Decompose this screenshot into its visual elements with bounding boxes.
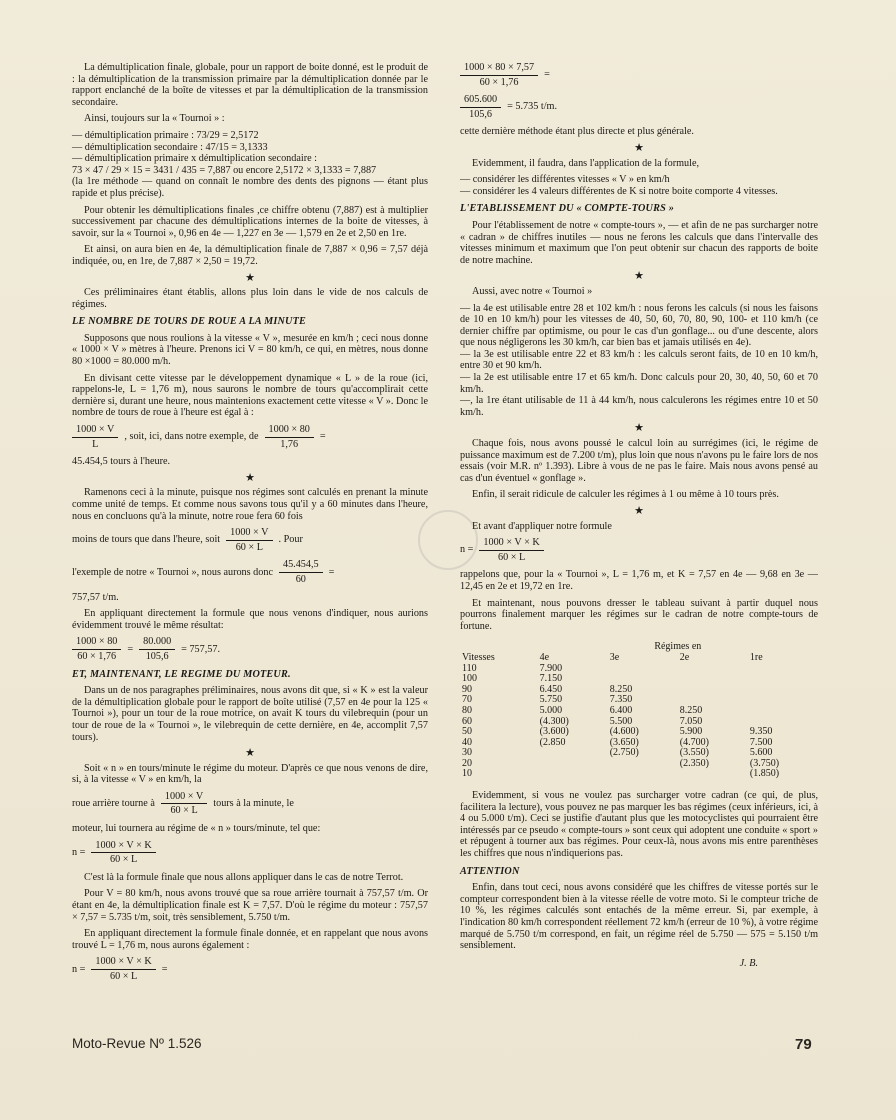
- regime-2e-cell: 8.250: [679, 704, 703, 716]
- regime-2e-cell: [678, 769, 748, 780]
- author-signature: J. B.: [739, 957, 758, 969]
- vitesse-cell: 60: [462, 715, 472, 727]
- fraction: $\frac{1000 \times 80 \times 7,57}{60 \times 1,76}$: [460, 62, 538, 88]
- paragraph: En divisant cette vitesse par le développement dynamique « L » de la roue (ici, rappelons-le, L = 1,76 m), nous saurons le nombre de tours qu'accomplirait cette dernière si, durant une heure, nous maintenions exactement cette vitesse « V ». Donc le nombre de tours de roue à l'heure est égal à :: [72, 372, 428, 419]
- table-header: Vitesses: [462, 651, 495, 663]
- regime-4e-cell: 7.150: [539, 673, 563, 685]
- paragraph: Dans un de nos paragraphes préliminaires, nous avons dit que, si « K » est la valeur de la démultiplication globale pour le rapport de boîte utilisé (7,57 en 4e pour la 125 « Tournoi »), pour un tour de la roue motrice, on avait K tours du vilebrequin (pour un tour de roue de la « Tournoi », le vilebrequin de cette dernière, en 4e, accomplit 7,57 tours).: [72, 685, 428, 743]
- paragraph: cette dernière méthode étant plus directe et plus générale.: [460, 126, 694, 138]
- paragraph: Et maintenant, nous pouvons dresser le tableau suivant à partir duquel nous pourrons finalement marquer les régimes sur le cadran de notre compte-tours de fortune.: [460, 597, 818, 632]
- table-row: [460, 769, 818, 780]
- regime-1re-cell: [748, 695, 818, 706]
- paragraph: Supposons que nous roulions à la vitesse « V », mesurée en km/h ; ceci nous donne « 1000 × V » mètres à l'heure. Prenons ici V = 80 km/h, ce qui, en mètres, nous donne 80 ×1000 = 80.000 m/h.: [72, 332, 428, 368]
- table-header: Régimes en: [654, 641, 702, 653]
- fraction: $\frac{1000 \times V}{60 \times L}$: [226, 527, 272, 553]
- fraction: $\frac{1000 \times 80}{60 \times 1,76}$: [72, 636, 121, 662]
- formula: $\frac{1000 \times 80 \times 7,57}{60 \times 1,76}$ =: [460, 62, 818, 88]
- paragraph: En appliquant directement la formule finale donnée, et en rappelant que nous avons trouvé L = 1,76 m, nous aurons également :: [72, 928, 428, 951]
- formula: n = $\frac{1000 \times V \times K}{60 \times L}$ =: [72, 956, 168, 982]
- list-item: — la 2e est utilisable entre 17 et 65 km/h. Donc calculs pour 20, 30, 40, 50, 60 et 70 km/h.: [460, 372, 818, 395]
- regime-2e-cell: [678, 674, 748, 685]
- paragraph: Enfin, dans tout ceci, nous avons considéré que les chiffres de vitesse portés sur le compteur correspondent bien à la vitesse réelle de votre moto. Si le compteur triche de 10 %, les régimes calculés sont entachés de la même erreur. Si, par exemple, à l'indication 80 km/h correspondent réellement 72 km/h (erreur de 10 %), à votre régime marqué de 5.750 t/m correspond, en fait, un régime réel de 5.750 — 575 = 5.150 t/m sensiblement.: [460, 882, 818, 952]
- list-item: — démultiplication secondaire : 47/15 = 3,1333: [72, 141, 268, 153]
- regime-1re-cell: [748, 706, 818, 717]
- gear-usage-list: [460, 303, 818, 419]
- star-icon: ★: [634, 505, 644, 517]
- fraction: $\frac{1000 \times V}{L}$: [72, 424, 118, 450]
- regime-2e-cell: (4.700): [679, 736, 709, 748]
- masthead: Moto-Revue Nº 1.526: [72, 1036, 202, 1051]
- regime-4e-cell: 5.000: [539, 704, 563, 716]
- star-icon: ★: [245, 471, 255, 484]
- vitesse-cell: 20: [462, 757, 472, 769]
- regime-1re-cell: 9.350: [749, 726, 773, 738]
- section-heading: LE NOMBRE DE TOURS DE ROUE A LA MINUTE: [72, 316, 307, 328]
- list-item: (la 1re méthode — quand on connaît le nombre des dents des pignons — étant plus rapide et plus précise).: [72, 176, 428, 199]
- star-icon: ★: [245, 271, 255, 284]
- regime-4e-cell: [538, 748, 608, 759]
- vitesse-cell: 80: [462, 704, 472, 716]
- regime-1re-cell: (3.750): [749, 757, 780, 769]
- regime-4e-cell: (2.850: [539, 736, 566, 748]
- paragraph: Soit « n » en tours/minute le régime du moteur. D'après ce que nous venons de dire, si, à la vitesse « V » en km/h, la: [72, 762, 428, 786]
- formula: moins de tours que dans l'heure, soit $\frac{1000 \times V}{60 \times L}$ . Pour: [72, 527, 303, 553]
- list-item: — démultiplication primaire : 73/29 = 2,5172: [72, 129, 259, 141]
- paragraph: Enfin, il serait ridicule de calculer les régimes à 1 ou même à 10 tours près.: [472, 489, 779, 501]
- regime-1re-cell: [748, 685, 818, 696]
- regime-3e-cell: [608, 664, 678, 675]
- table-row: [460, 664, 818, 675]
- table-row: [460, 674, 818, 685]
- table-header: 2e: [679, 651, 690, 663]
- list-item: — considérer les différentes vitesses « V » en km/h: [460, 174, 670, 186]
- list-item: — démultiplication primaire x démultiplication secondaire :: [72, 153, 317, 165]
- vitesse-cell: 10: [462, 768, 472, 780]
- star-icon: ★: [634, 141, 644, 154]
- regime-3e-cell: [608, 759, 678, 770]
- page-number: 79: [795, 1036, 812, 1053]
- vitesse-cell: 90: [462, 683, 472, 695]
- right-column: [460, 62, 818, 969]
- ainsi-paragraph: Ainsi, toujours sur la « Tournoi » :: [84, 113, 225, 125]
- regime-3e-cell: 6.400: [609, 704, 633, 716]
- fraction: $\frac{1000 \times 80}{1,76}$: [265, 424, 314, 450]
- fraction: $\frac{605.600}{105,6}$: [460, 94, 501, 120]
- list-item: — la 4e est utilisable entre 28 et 102 km/h : nous ferons les calculs (si nous les faisons de 10 en 10 km/h) pour les vitesses de 40, 50, 60, 70, 80, 90, 100- et 110 km/h (ce dernier chiffre par optimisme, ou pour le cas d'un gonflage... ou d'une descente, alors que nous négligerons les 30 km/h, car bien bas et jamais utilisés en 4e).: [460, 302, 818, 349]
- vitesse-cell: 110: [462, 662, 477, 674]
- regime-3e-cell: (4.600): [609, 726, 639, 738]
- formula: l'exemple de notre « Tournoi », nous aurons donc $\frac{45.454,5}{60}$ =: [72, 559, 335, 585]
- paragraph: moteur, lui tournera au régime de « n » tours/minute, tel que:: [72, 823, 321, 835]
- paragraph: En appliquant directement la formule que nous venons d'indiquer, nous aurions évidemment trouvé le même résultat:: [72, 608, 428, 631]
- demultiplication-list: [72, 130, 428, 200]
- star-icon: ★: [245, 747, 255, 760]
- vitesse-cell: 50: [462, 726, 472, 738]
- regime-4e-cell: (3.600): [539, 726, 569, 738]
- regime-1re-cell: [748, 674, 818, 685]
- paragraph: C'est là la formule finale que nous allons appliquer dans le cas de notre Terrot.: [84, 871, 404, 883]
- paragraph: Ces préliminaires étant établis, allons plus loin dans le vide de nos calculs de régimes.: [72, 287, 428, 310]
- fraction: $\frac{1000 \times V}{60 \times L}$: [161, 791, 207, 817]
- vitesse-cell: 30: [462, 747, 472, 759]
- regime-4e-cell: 6.450: [539, 683, 563, 695]
- regime-1re-cell: 7.500: [749, 736, 773, 748]
- regime-3e-cell: [608, 769, 678, 780]
- regime-4e-cell: [538, 769, 608, 780]
- paragraph: rappelons que, pour la « Tournoi », L = 1,76 m, et K = 7,57 en 4e — 9,68 en 3e — 12,45 en 2e et 19,72 en 1re.: [460, 569, 818, 592]
- paragraph: Pour l'établissement de notre « compte-tours », — et afin de ne pas surcharger notre « cadran » de chiffres inutiles — nous ne ferons les calculs que dans l'intervalle des vitesses minimum et maximum que l'on peut obtenir sur chacun des rapports de boite de notre machine.: [460, 219, 818, 266]
- star-icon: ★: [634, 422, 644, 435]
- intro-paragraph: La démultiplication finale, globale, pour un rapport de boite donné, est le produit de : la démultiplication de la transmission primaire par la démultiplication donnée par le rapport enclanché de la boîte de vitesses et par la démultiplication de la transmission secondaire.: [72, 62, 428, 108]
- table-row: [460, 685, 818, 696]
- formula: roue arrière tourne à $\frac{1000 \times V}{60 \times L}$ tours à la minute, le: [72, 790, 294, 817]
- regime-2e-cell: [678, 685, 748, 696]
- fraction: $\frac{1000 \times V \times K}{60 \times L}$: [479, 537, 543, 563]
- regime-3e-cell: (2.750): [609, 747, 639, 759]
- regime-4e-cell: 7.900: [539, 662, 563, 674]
- table-row: [460, 706, 818, 717]
- regimes-table: [460, 642, 818, 780]
- vitesse-cell: 40: [462, 736, 472, 748]
- regime-4e-cell: [538, 759, 608, 770]
- fraction: $\frac{1000 \times V \times K}{60 \times L}$: [91, 840, 155, 866]
- paragraph: 757,57 t/m.: [72, 591, 119, 603]
- formula: $\frac{1000 \times 80}{60 \times 1,76}$ = $\frac{80.000}{105,6}$ = 757,57.: [72, 636, 428, 662]
- evidemment-list: [460, 174, 818, 197]
- formula: $\frac{1000 \times V}{L}$ , soit, ici, dans notre exemple, de $\frac{1000 \times 80}{1,76}$ =: [72, 424, 428, 450]
- table-header: 1re: [749, 651, 763, 663]
- regime-4e-cell: 5.750: [539, 694, 563, 706]
- regime-3e-cell: 8.250: [609, 683, 633, 695]
- paragraph: Et ainsi, on aura bien en 4e, la démultiplication finale de 7,887 × 0,96 = 7,57 déjà indiquée, ou, en 1re, de 7,887 × 2,50 = 19,72.: [72, 244, 428, 267]
- paragraph: Chaque fois, nous avons poussé le calcul loin au surrégimes (ici, le régime de puissance maximum est de 7.200 t/m), plus loin que nous n'avons pu le faire lors de nos essais (voir M.R. nº 1.393). Libre à vous de ne pas le faire. Mais nous avons pensé au cas d'un éventuel « gonflage ».: [460, 438, 818, 484]
- regime-1re-cell: [748, 664, 818, 675]
- section-heading: ET, MAINTENANT, LE REGIME DU MOTEUR.: [72, 668, 291, 680]
- fraction: $\frac{80.000}{105,6}$: [139, 636, 175, 662]
- formula: n = $\frac{1000 \times V \times K}{60 \times L}$: [460, 537, 818, 563]
- paragraph: Ramenons ceci à la minute, puisque nos régimes sont calculés en prenant la minute comme unité de temps. Et comme nous savons tous qu'il y a 60 minutes dans l'heure, nous en concluons qu'à la minute, notre roue fera 60 fois: [72, 487, 428, 522]
- paragraph: 45.454,5 tours à l'heure.: [72, 456, 171, 468]
- formula: $\frac{605.600}{105,6}$ = 5.735 t/m.: [460, 94, 818, 120]
- regime-2e-cell: 5.900: [679, 726, 703, 738]
- table-header: 4e: [539, 651, 550, 663]
- regime-2e-cell: 7.050: [679, 715, 703, 727]
- fraction: $\frac{1000 \times V \times K}{60 \times L}$: [91, 956, 155, 982]
- regime-4e-cell: (4.300): [539, 715, 569, 727]
- list-item: — la 3e est utilisable entre 22 et 83 km/h : les calculs seront faits, de 10 en 10 km/h, entre 30 et 90 km/h.: [460, 348, 818, 372]
- list-item: —, la 1re étant utilisable de 11 à 44 km/h, nous calculerons les régimes entre 10 et 50 km/h.: [460, 395, 818, 418]
- regime-3e-cell: 5.500: [609, 715, 633, 727]
- list-item: — considérer les 4 valeurs différentes de K si notre boite comporte 4 vitesses.: [460, 185, 778, 197]
- vitesse-cell: 70: [462, 694, 472, 706]
- star-icon: ★: [634, 270, 644, 283]
- list-item: 73 × 47 / 29 × 15 = 3431 / 435 = 7,887 ou encore 2,5172 × 3,1333 = 7,887: [72, 164, 377, 176]
- table-row: [460, 695, 818, 706]
- regime-3e-cell: 7.350: [609, 694, 633, 706]
- paragraph: Et avant d'appliquer notre formule: [472, 520, 612, 532]
- paragraph: Pour V = 80 km/h, nous avons trouvé que sa roue arrière tournait à 757,57 t/m. Or étant en 4e, la démultiplication finale est K = 7,57. D'où le régime du moteur : 757,57 × 7,57 = 5.735 t/m, soit, très sensiblement, 5.750 t/m.: [72, 888, 428, 923]
- fraction: $\frac{45.454,5}{60}$: [279, 559, 323, 585]
- formula: n = $\frac{1000 \times V \times K}{60 \times L}$: [72, 840, 428, 866]
- paragraph: Evidemment, il faudra, dans l'application de la formule,: [472, 157, 700, 169]
- section-heading: L'ETABLISSEMENT DU « COMPTE-TOURS »: [460, 203, 674, 215]
- regime-2e-cell: (2.350): [679, 757, 709, 769]
- section-heading: ATTENTION: [460, 865, 520, 877]
- vitesse-cell: 100: [462, 673, 477, 685]
- regime-1re-cell: (1.850): [749, 768, 780, 780]
- regime-2e-cell: [678, 664, 748, 675]
- paragraph: Pour obtenir les démultiplications finales ,ce chiffre obtenu (7,887) est à multiplier successivement par chacune des démultiplications internes de la boite de vitesses, à savoir, sur la « Tournoi », 0,96 en 4e — 1,227 en 3e — 1,579 en 2e et 2,50 en 1re.: [72, 204, 428, 239]
- regime-2e-cell: (3.550): [679, 747, 709, 759]
- regime-3e-cell: (3.650): [609, 736, 639, 748]
- paragraph: Evidemment, si vous ne voulez pas surcharger votre cadran (ce qui, de plus, facilitera la lecture), vous pouvez ne pas marquer les bas régimes (ceux inférieurs, ici, à 4 ou 5.000 t/m). Ceci se justifie d'autant plus que les motocyclistes qui pourraient être intéressés par ce pseudo « compte-tours » sont ceux qui adoptent une conduite « sport » et répugent à tourner aux bas régimes. Pour ceux-là, nous avons mis entre parenthèses les chiffres que nous n'indiquerions pas.: [460, 790, 818, 860]
- paragraph: Aussi, avec notre « Tournoi »: [472, 285, 593, 297]
- regime-1re-cell: 5.600: [749, 747, 773, 759]
- table-header: 3e: [609, 651, 620, 663]
- left-column: [72, 62, 428, 989]
